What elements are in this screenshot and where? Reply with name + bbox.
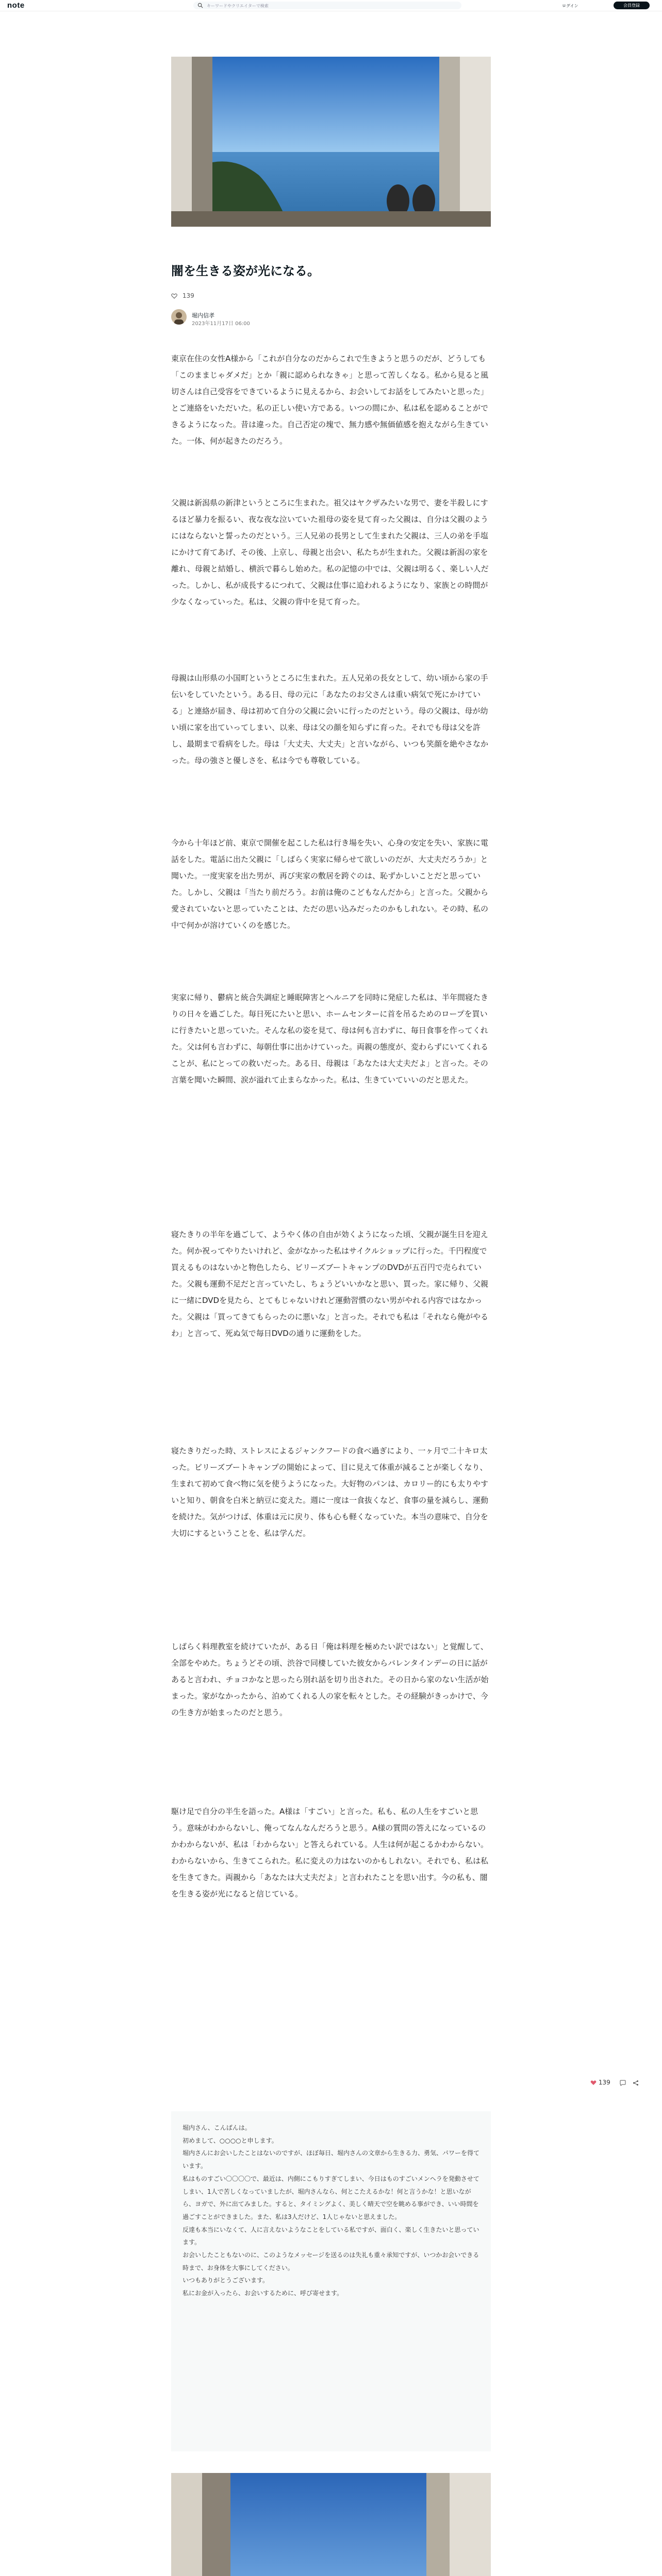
article-title: 闇を生きる姿が光になる。 bbox=[171, 264, 320, 278]
comment-icon[interactable] bbox=[620, 2080, 626, 2086]
paragraph: 父親は新潟県の新津というところに生まれた。祖父はヤクザみたいな男で、妻を半殺しにするほど暴力を振るい、夜な夜な泣いていた祖母の姿を見て育った父親は、自分は父親のようにはならないと誓ったのだという。三人兄弟の長男として生まれた父親は、三人の弟を手塩にかけて育てあげ、その後、上京し、母親と出会い、私たちが生まれた。父親は新潟の家を離れ、母親と結婚し、横浜で暮らし始めた。私の記憶の中では、父親は明るく、楽しい人だった。しかし、私が成長するにつれて、父親は仕事に追われるようになり、家族との時間が少なくなっていった。私は、父親の背中を見て育った。 bbox=[171, 498, 489, 606]
search-bar[interactable] bbox=[193, 2, 461, 9]
like-count-top[interactable] bbox=[171, 292, 194, 299]
side-actions bbox=[590, 2079, 639, 2086]
heart-icon[interactable] bbox=[171, 293, 177, 299]
share-icon[interactable] bbox=[633, 2080, 639, 2086]
message-line: 堀内さんにお会いしたことはないのですが、ほぼ毎日、堀内さんの文章から生きる力、勇気、パワーを得ています。 bbox=[183, 2149, 480, 2170]
message-line: 私にお金が入ったら、お会いするために、呼び寄せます。 bbox=[183, 2290, 343, 2297]
quoted-message bbox=[171, 2111, 491, 2451]
message-line: 反達も本当にいなくて、人に言えないようなことをしている私ですが、面白く、楽しく生きたいと思っています。 bbox=[183, 2226, 479, 2246]
message-line: 初めまして、○○○○と申します。 bbox=[183, 2137, 278, 2144]
author-name[interactable]: 堀内信孝 bbox=[192, 312, 214, 319]
paragraph: 駆け足で自分の半生を語った。A様は「すごい」と言った。私も、私の人生をすごいと思う。意味がわからないし、俺ってなんなんだろうと思う。A様の質問の答えになっているのかわからないが、私は「わからない」と答えられている。人生は何が起こるかわからない。わからないから、生きてこられた。私に変えの力はないのかもしれない。それでも、私は私を生きてきた。両親から「あなたは大丈夫だよ」と言われたことを思い出す。今の私も、闇を生きる姿が光になると信じている。 bbox=[171, 1807, 489, 1899]
search-placeholder: キーワードやクリエイターで検索 bbox=[207, 4, 269, 8]
login-link[interactable]: ログイン bbox=[562, 4, 578, 8]
article-image bbox=[171, 2473, 491, 2576]
publish-date: 2023年11月17日 06:00 bbox=[192, 321, 250, 327]
side-like-count: 139 bbox=[598, 2079, 610, 2086]
paragraph: 東京在住の女性A様から「これが自分なのだからこれで生きようと思うのだが、どうしても「このままじゃダメだ」とか「親に認められなきゃ」と思って苦しくなる。私から見ると風切さんは自己受容をできているように見えるから、お会いしてお話をしてみたいと思った」とご連絡をいただいた。私の正しい使い方である。いつの間にか、私は私を認めることができるようになった。昔は違った。自己否定の塊で、無力感や無価値感を抱えながら生きていた。一体、何が起きたのだろう。 bbox=[171, 354, 489, 446]
paragraph: 今から十年ほど前、東京で開催を起こした私は行き場を失い、心身の安定を失い、家族に電話をした。電話に出た父親に「しばらく実家に帰らせて欲しいのだが、大丈夫だろうか」と聞いた。一度実家を出た男が、再び実家の敷居を跨ぐのは、恥ずかしいことだと思っていた。しかし、父親は「当たり前だろう。お前は俺のこどもなんだから」と言った。父親から愛されていないと思っていたことは、ただの思い込みだったのかもしれない。その時、私の中で何かが溶けていくのを感じた。 bbox=[171, 838, 489, 930]
message-line: 私はものすごい〇〇〇〇で、最近は、内側にこもりすぎてしまい、今日はものすごいメンヘラを発動させてしまい、1人で苦しくなっていましたが、堀内さんなら、何とこたえるかな！何と言うかな！と思いながら、ヨガで、外に出てみました。すると、タイミングよく、美しく晴天で空を眺める事ができ、いい時間を過ごすことができました。また、私は3人だけど、1人じゃないと思えました。 bbox=[183, 2175, 479, 2221]
message-line: お会いしたこともないのに、このようなメッセージを送るのは失礼も重々承知ですが、いつかお会いできる時まで、お身体を大事にしてください。 bbox=[183, 2251, 479, 2272]
paragraph: 母親は山形県の小国町というところに生まれた。五人兄弟の長女として、幼い頃から家の手伝いをしていたという。ある日、母の元に「あなたのお父さんは重い病気で死にかけている」と連絡が届き、母は初めて自分の父親に会いに行ったのだという。母の父親は、母が幼い頃に家を出ていってしまい、以来、母は父の顔を知らずに育った。それでも母は父を許し、最期まで看病をした。母は「大丈夫、大丈夫」と言いながら、いつも笑顔を絶やさなかった。母の強さと優しさを、私は今でも尊敬している。 bbox=[171, 673, 489, 765]
paragraph: しばらく料理教室を続けていたが、ある日「俺は料理を極めたい訳ではない」と覚醒して、全部をやめた。ちょうどその頃、渋谷で同棲していた彼女からバレンタインデーの日に話があると言われ、チョコかなと思ったら別れ話を切り出された。その日から家のない生活が始まった。家がなかったから、泊めてくれる人の家を転々とした。その経験がきっかけで、今の生き方が始まったのだと思う。 bbox=[171, 1642, 489, 1717]
paragraph: 実家に帰り、鬱病と統合失調症と睡眠障害とヘルニアを同時に発症した私は、半年間寝たきりの日々を過ごした。毎日死にたいと思い、ホームセンターに首を吊るためのロープを買いに行きたいと思っていた。そんな私の姿を見て、母は何も言わずに、毎日食事を作ってくれた。父は何も言わずに、毎朝仕事に出かけていった。両親の態度が、変わらずにいてくれることが、私にとっての救いだった。ある日、母親は「あなたは大丈夫だよ」と言った。その言葉を聞いた瞬間、涙が溢れて止まらなかった。私は、生きていていいのだと思えた。 bbox=[171, 993, 489, 1084]
paragraph: 寝たきりの半年を過ごして、ようやく体の自由が効くようになった頃、父親が誕生日を迎えた。何か祝ってやりたいけれど、金がなかった私はサイクルショップに行った。千円程度で買えるものはないかと物色したら、ビリーズブートキャンプのDVDが五百円で売られていた。父親も運動不足だと言っていたし、ちょうどいいかなと思い、買った。家に帰り、父親に一緒にDVDを見たら、とてもじゃないけれど運動習慣のない男がやれる内容ではなかった。父親は「買ってきてもらったのに悪いな」と言った。それでも私は「それなら俺がやるわ」と言って、死ぬ気で毎日DVDの通りに運動をした。 bbox=[171, 1230, 489, 1338]
top-header bbox=[0, 0, 662, 11]
avatar[interactable] bbox=[171, 309, 187, 325]
signup-button[interactable]: 会員登録 bbox=[614, 2, 650, 9]
message-line: いつもありがとうございます。 bbox=[183, 2277, 269, 2284]
search-icon bbox=[197, 3, 203, 8]
hero-image bbox=[171, 57, 491, 227]
like-count-label: 139 bbox=[182, 292, 194, 299]
note-logo[interactable]: note bbox=[7, 1, 25, 10]
message-line: 堀内さん、こんばんは。 bbox=[183, 2124, 251, 2131]
heart-icon[interactable] bbox=[590, 2080, 597, 2086]
paragraph: 寝たきりだった時、ストレスによるジャンクフードの食べ過ぎにより、一ヶ月で二十キロ太った。ビリーズブートキャンプの開始によって、目に見えて体重が減ることが楽しくなり、生まれて初めて食べ物に気を使うようになった。大好物のパンは、カロリー的にも太りやすいと知り、朝食を白米と納豆に変えた。週に一度は一食抜くなど、食事の量を減らし、運動を続けた。気がつけば、体重は元に戻り、体も心も軽くなっていた。本当の意味で、自分を大切にするということを、私は学んだ。 bbox=[171, 1446, 489, 1538]
